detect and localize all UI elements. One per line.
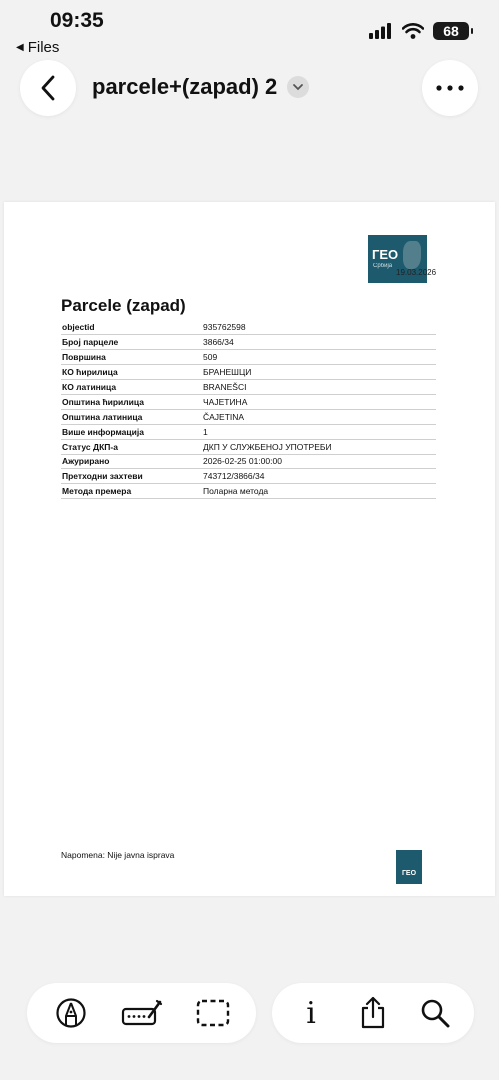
cellular-signal-icon xyxy=(369,23,393,39)
document-date: 19.03.2026 xyxy=(396,268,437,277)
row-label: Више информација xyxy=(61,424,202,439)
row-value: 3866/34 xyxy=(202,335,436,350)
document-page[interactable] xyxy=(4,202,495,896)
pen-circle-icon xyxy=(55,997,87,1029)
chevron-down-icon xyxy=(287,76,309,98)
table-row xyxy=(61,439,436,454)
ellipsis-icon xyxy=(436,85,464,91)
table-row xyxy=(61,409,436,424)
row-label: Општина латиница xyxy=(61,409,202,424)
row-label: Ажурирано xyxy=(61,454,202,469)
markup-toolbar xyxy=(27,983,256,1043)
table-row xyxy=(61,394,436,409)
table-row xyxy=(61,454,436,469)
table-row xyxy=(61,350,436,365)
table-row xyxy=(61,365,436,380)
table-row xyxy=(61,469,436,484)
row-value: 509 xyxy=(202,350,436,365)
table-row xyxy=(61,484,436,499)
wifi-icon xyxy=(402,23,424,39)
select-button[interactable] xyxy=(189,989,237,1037)
battery-level: 68 xyxy=(443,23,459,39)
attribute-table xyxy=(61,320,436,499)
logo-subtext: Србија xyxy=(373,263,393,269)
back-to-files-link[interactable] xyxy=(16,39,59,56)
table-row xyxy=(61,424,436,439)
battery-icon xyxy=(433,22,469,40)
row-value: BRANEŠCI xyxy=(202,380,436,395)
row-label: КО латиница xyxy=(61,380,202,395)
search-icon xyxy=(420,998,450,1028)
row-label: Површина xyxy=(61,350,202,365)
row-label: Статус ДКП-а xyxy=(61,439,202,454)
row-value: ЧАЈЕТИНА xyxy=(202,394,436,409)
row-value: БРАНЕШЦИ xyxy=(202,365,436,380)
status-time: 09:35 xyxy=(50,9,104,32)
markup-button[interactable] xyxy=(47,989,95,1037)
row-value: Поларна метода xyxy=(202,484,436,499)
row-value: 1 xyxy=(202,424,436,439)
row-value: 743712/3866/34 xyxy=(202,469,436,484)
row-label: Претходни захтеви xyxy=(61,469,202,484)
document-note: Napomena: Nije javna isprava xyxy=(61,850,175,860)
dashed-rect-icon xyxy=(196,999,230,1027)
back-triangle-icon: ◀ xyxy=(16,42,24,53)
document-toolbar xyxy=(272,983,474,1043)
document-title-button[interactable] xyxy=(92,74,309,100)
row-label: Метода премера xyxy=(61,484,202,499)
geo-logo-small: ГЕО xyxy=(396,850,422,884)
logo-text: ГЕО xyxy=(372,247,399,262)
row-value: 935762598 xyxy=(202,320,436,335)
table-row xyxy=(61,335,436,350)
status-indicators xyxy=(369,22,469,40)
back-button[interactable] xyxy=(20,60,76,116)
signature-button[interactable] xyxy=(118,989,166,1037)
more-options-button[interactable] xyxy=(422,60,478,116)
row-label: Број парцеле xyxy=(61,335,202,350)
share-button[interactable] xyxy=(349,989,397,1037)
page-heading: Parcele (zapad) xyxy=(61,296,186,315)
document-title: parcele+(zapad) 2 xyxy=(92,74,278,99)
row-value: 2026-02-25 01:00:00 xyxy=(202,454,436,469)
chevron-left-icon xyxy=(39,75,57,101)
keyboard-signature-icon xyxy=(121,998,163,1028)
info-button[interactable] xyxy=(287,989,335,1037)
search-button[interactable] xyxy=(411,989,459,1037)
table-row xyxy=(61,320,436,335)
row-value: ДКП У СЛУЖБЕНОЈ УПОТРЕБИ xyxy=(202,439,436,454)
table-row xyxy=(61,380,436,395)
row-label: objectid xyxy=(61,320,202,335)
row-value: ČAJETINA xyxy=(202,409,436,424)
row-label: Општина ћирилица xyxy=(61,394,202,409)
info-icon: i xyxy=(306,995,316,1031)
row-label: КО ћирилица xyxy=(61,365,202,380)
back-app-label: Files xyxy=(27,39,60,56)
share-icon xyxy=(359,996,387,1030)
